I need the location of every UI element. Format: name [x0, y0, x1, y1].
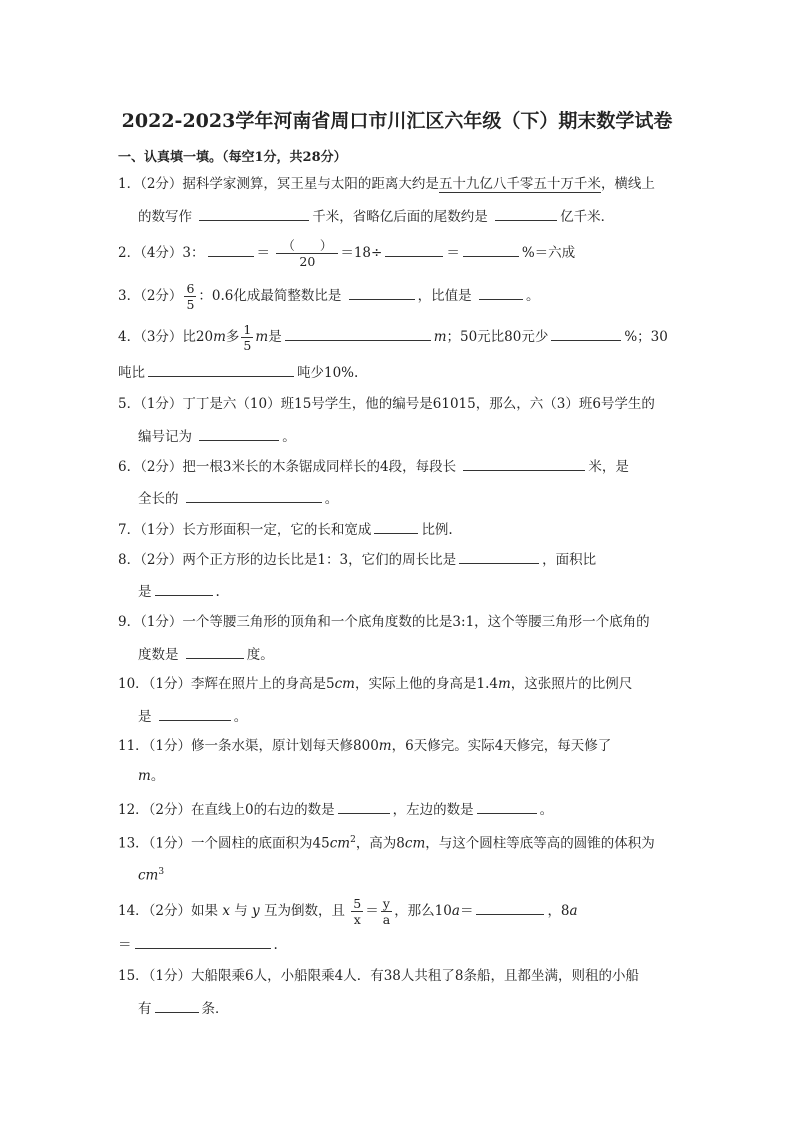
- question-13: 13．（1分）一个圆柱的底面积为$45cm^2$，高为8cm，与这个圆柱等底等高的圆锥的体积为: [118, 835, 655, 852]
- question-6-cont: 全长的 。: [138, 488, 338, 509]
- question-2: 2．（4分）3： ＝ $\frac{( )}{20}$ ＝18÷ ＝ %＝六成: [118, 238, 576, 269]
- answer-blank[interactable]: [338, 799, 390, 814]
- question-6: 6．（2分）把一根3米长的木条锯成同样长的4段，每段长 米，是: [118, 456, 629, 477]
- answer-blank[interactable]: [463, 242, 519, 257]
- answer-blank[interactable]: [135, 934, 271, 949]
- answer-blank[interactable]: [159, 706, 231, 721]
- fraction: $\frac{5}{x}$: [353, 896, 362, 927]
- answer-blank[interactable]: [155, 581, 213, 596]
- answer-blank[interactable]: [476, 900, 544, 915]
- question-14-cont: ＝ .: [118, 934, 278, 955]
- question-14: 14．（2分）如果 x 与 y 互为倒数，且 $\frac{5}{x}$ ＝ $\frac{y}{a}$ ，那么10a＝ ，8a: [118, 896, 578, 927]
- question-5: 5．（1分）丁丁是六（10）班15号学生，他的编号是61015，那么，六（3）班6号学生的: [118, 396, 655, 412]
- fraction: $\frac{y}{a}$: [382, 896, 391, 927]
- answer-blank[interactable]: [463, 456, 585, 471]
- question-9-cont: 度数是 度。: [138, 644, 274, 665]
- answer-blank[interactable]: [155, 998, 199, 1013]
- answer-blank[interactable]: [199, 426, 279, 441]
- question-13-cont: $cm^3$: [138, 867, 165, 884]
- answer-blank[interactable]: [208, 242, 254, 257]
- fraction: $\frac{1}{5}$: [243, 322, 252, 353]
- question-7: 7．（1分）长方形面积一定，它的长和宽成 比例.: [118, 519, 453, 540]
- section-heading: 一、认真填一填。（每空1分，共28分）: [118, 150, 347, 165]
- question-9: 9．（1分）一个等腰三角形的顶角和一个底角度数的比是3:1，这个等腰三角形一个底角的: [118, 614, 650, 630]
- question-8-cont: 是 .: [138, 581, 220, 602]
- question-8: 8．（2分）两个正方形的边长比是1：3，它们的周长比是 ，面积比: [118, 549, 596, 570]
- fraction: $\frac{( )}{20}$: [276, 238, 338, 269]
- page-title: 2022-2023学年河南省周口市川汇区六年级（下）期末数学试卷: [121, 110, 673, 132]
- question-11-cont: m。: [138, 768, 165, 784]
- answer-blank[interactable]: [385, 242, 443, 257]
- answer-blank[interactable]: [285, 326, 431, 341]
- question-5-cont: 编号记为 。: [138, 426, 296, 447]
- question-10: 10．（1分）李辉在照片上的身高是5cm，实际上他的身高是1.4m，这张照片的比例尺: [118, 676, 633, 692]
- answer-blank[interactable]: [459, 549, 539, 564]
- question-3: 3．（2分） $\frac{6}{5}$ ：0.6化成最简整数比是 ，比值是 。: [118, 281, 540, 312]
- answer-blank[interactable]: [148, 362, 294, 377]
- question-10-cont: 是 。: [138, 706, 247, 727]
- answer-blank[interactable]: [199, 206, 309, 221]
- answer-blank[interactable]: [477, 799, 537, 814]
- answer-blank[interactable]: [349, 285, 415, 300]
- answer-blank[interactable]: [186, 644, 244, 659]
- question-4-cont: 吨比 吨少10%.: [118, 362, 358, 383]
- answer-blank[interactable]: [479, 285, 523, 300]
- question-12: 12．（2分）在直线上0的右边的数是 ，左边的数是 。: [118, 799, 553, 820]
- question-15: 15．（1分）大船限乘6人，小船限乘4人．有38人共租了8条船，且都坐满，则租的小船: [118, 968, 639, 984]
- answer-blank[interactable]: [186, 488, 322, 503]
- question-4: 4．（3分）比20m多 $\frac{1}{5}$ m是 m；50元比80元少 %；30: [118, 322, 668, 353]
- question-1: 1．（2分）据科学家测算，冥王星与太阳的距离大约是五十九亿八千零五十万千米，横线上: [118, 176, 655, 192]
- question-1-cont: 的数写作 千米，省略亿后面的尾数约是 亿千米．: [138, 206, 614, 227]
- fraction: $\frac{6}{5}$: [186, 281, 195, 312]
- answer-blank[interactable]: [374, 519, 418, 534]
- question-11: 11．（1分）修一条水渠，原计划每天修800m，6天修完。实际4天修完，每天修了: [118, 738, 612, 754]
- question-15-cont: 有 条．: [138, 998, 229, 1019]
- answer-blank[interactable]: [495, 206, 557, 221]
- answer-blank[interactable]: [551, 326, 621, 341]
